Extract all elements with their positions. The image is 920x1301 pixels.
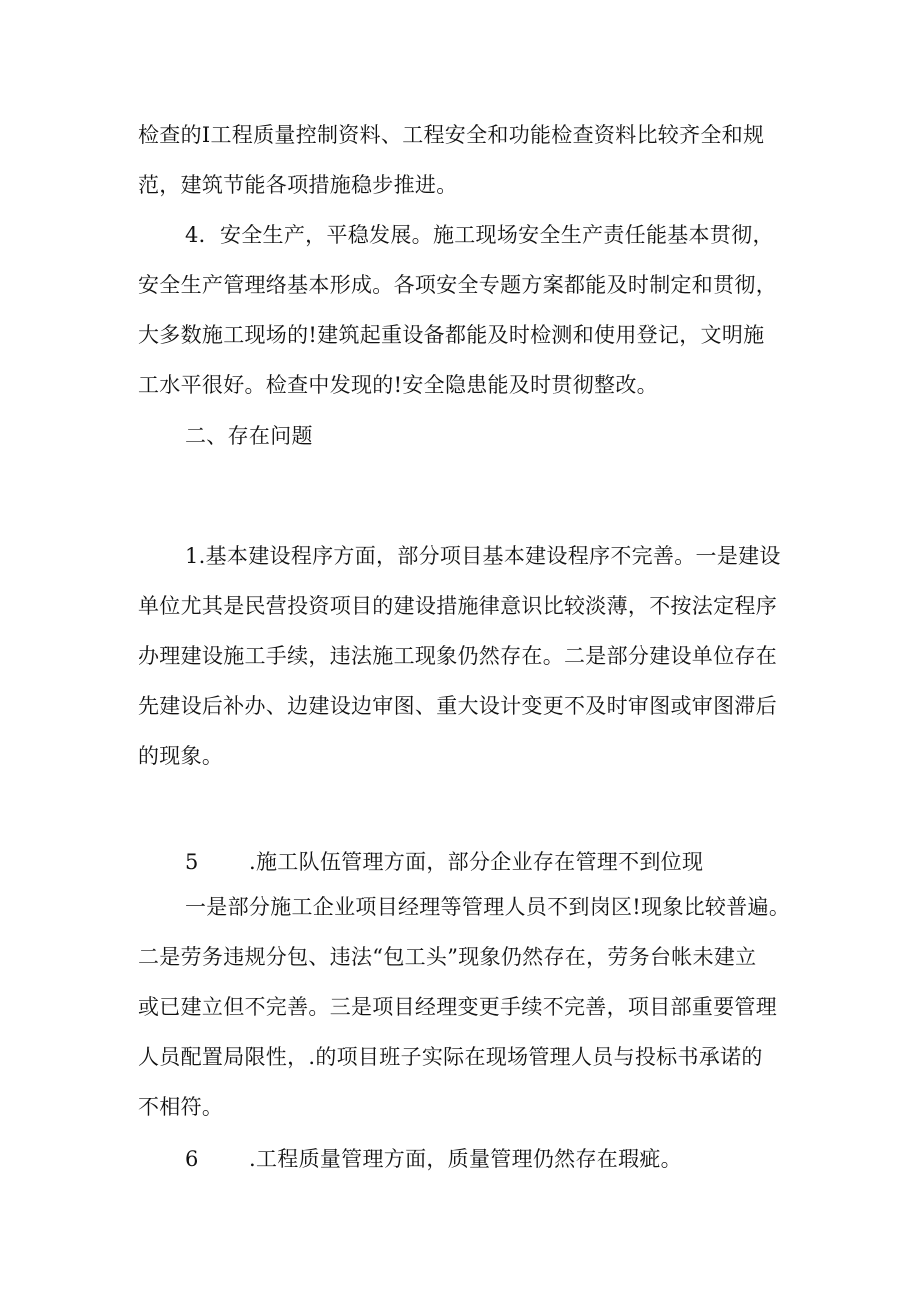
item-number: 5 — [185, 850, 199, 874]
item-text: .施工队伍管理方面，部分企业存在管理不到位现 — [249, 850, 704, 874]
paragraph-line: 办理建设施工手续，违法施工现象仍然存在。二是部分建设单位存在 — [138, 644, 777, 668]
numbered-item — [185, 1146, 682, 1172]
paragraph-line: 的现象。 — [138, 744, 224, 768]
paragraph-line: 范，建筑节能各项措施稳步推进。 — [138, 173, 458, 197]
paragraph-line: 1.基本建设程序方面，部分项目基本建设程序不完善。一是建设 — [185, 544, 781, 568]
paragraph-line: 单位尤其是民营投资项目的建设措施律意识比较淡薄，不按法定程序 — [138, 594, 777, 618]
paragraph-line: 安全生产管理络基本形成。各项安全专题方案都能及时制定和贯彻， — [138, 273, 777, 297]
paragraph-line: 或已建立但不完善。三是项目经理变更手续不完善，项目部重要管理 — [138, 995, 777, 1019]
numbered-item — [185, 849, 703, 875]
paragraph-line: 先建设后补办、边建设边审图、重大设计变更不及时审图或审图滞后 — [138, 694, 777, 718]
section-heading: 二、存在问题 — [185, 424, 313, 448]
paragraph-line: 人员配置局限性，.的项目班子实际在现场管理人员与投标书承诺的 — [138, 1045, 763, 1069]
paragraph-line: 二是劳务违规分包、违法“包工头”现象仍然存在，劳务台帐未建立 — [138, 945, 757, 969]
item-number: 6 — [185, 1147, 199, 1171]
paragraph-line: 检查的Ⅰ工程质量控制资料、工程安全和功能检查资料比较齐全和规 — [138, 123, 765, 147]
paragraph-line: 工水平很好。检查中发现的!安全隐患能及时贯彻整改。 — [138, 373, 658, 397]
item-text: .工程质量管理方面，质量管理仍然存在瑕疵。 — [249, 1147, 682, 1171]
paragraph-line: 不相符。 — [138, 1095, 224, 1119]
paragraph-line: 一是部分施工企业项目经理等管理人员不到岗区!现象比较普遍。 — [185, 895, 791, 919]
paragraph-line: 大多数施工现场的!建筑起重设备都能及时检测和使用登记，文明施 — [138, 323, 765, 347]
paragraph-line: 4．安全生产，平稳发展。施工现场安全生产责任能基本贯彻， — [185, 223, 774, 247]
